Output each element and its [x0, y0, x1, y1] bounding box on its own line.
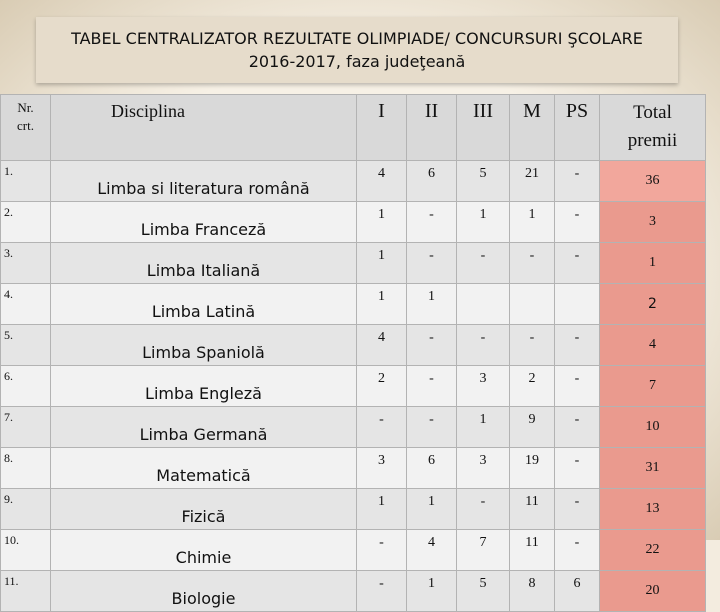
row-PS: - — [555, 448, 600, 489]
row-M: 1 — [510, 202, 555, 243]
row-II: - — [407, 366, 457, 407]
row-disciplina: Fizică — [51, 489, 357, 530]
table-row — [1, 202, 706, 243]
results-table — [0, 94, 706, 612]
row-III: 1 — [457, 202, 510, 243]
row-III: 3 — [457, 366, 510, 407]
row-II: - — [407, 325, 457, 366]
table-row — [1, 489, 706, 530]
row-disciplina: Limba Franceză — [51, 202, 357, 243]
row-total: 2 — [600, 284, 706, 325]
row-total: 36 — [600, 161, 706, 202]
row-I: - — [357, 571, 407, 612]
row-disciplina: Chimie — [51, 530, 357, 571]
row-III: 5 — [457, 161, 510, 202]
row-I: 1 — [357, 243, 407, 284]
header-M: M — [510, 95, 555, 161]
row-PS — [555, 284, 600, 325]
row-I: 4 — [357, 161, 407, 202]
header-I: I — [357, 95, 407, 161]
row-total: 4 — [600, 325, 706, 366]
row-M: 2 — [510, 366, 555, 407]
row-disciplina: Limba Italiană — [51, 243, 357, 284]
row-III: 3 — [457, 448, 510, 489]
row-PS: - — [555, 366, 600, 407]
row-nr: 1. — [1, 161, 51, 202]
table-row — [1, 530, 706, 571]
header-nr-line2: crt. — [17, 118, 34, 133]
row-I: 1 — [357, 489, 407, 530]
header-III: III — [457, 95, 510, 161]
row-II: - — [407, 243, 457, 284]
row-M: 11 — [510, 530, 555, 571]
row-PS: - — [555, 243, 600, 284]
row-nr: 6. — [1, 366, 51, 407]
row-M: 11 — [510, 489, 555, 530]
row-PS: - — [555, 202, 600, 243]
row-III: 5 — [457, 571, 510, 612]
row-disciplina: Limba Spaniolă — [51, 325, 357, 366]
header-row — [1, 95, 706, 161]
row-II: - — [407, 202, 457, 243]
header-PS: PS — [555, 95, 600, 161]
row-PS: - — [555, 325, 600, 366]
row-PS: 6 — [555, 571, 600, 612]
row-M: 9 — [510, 407, 555, 448]
row-nr: 8. — [1, 448, 51, 489]
header-total — [600, 95, 706, 161]
row-I: 1 — [357, 284, 407, 325]
row-II: 1 — [407, 571, 457, 612]
row-I: - — [357, 407, 407, 448]
row-nr: 7. — [1, 407, 51, 448]
row-III: - — [457, 489, 510, 530]
row-I: 2 — [357, 366, 407, 407]
row-M: 21 — [510, 161, 555, 202]
row-disciplina: Limba Latină — [51, 284, 357, 325]
row-I: 1 — [357, 202, 407, 243]
row-disciplina: Limba si literatura română — [51, 161, 357, 202]
row-PS: - — [555, 161, 600, 202]
row-III: 1 — [457, 407, 510, 448]
row-II: 1 — [407, 284, 457, 325]
row-total: 20 — [600, 571, 706, 612]
row-total: 31 — [600, 448, 706, 489]
table-row — [1, 284, 706, 325]
table-row — [1, 243, 706, 284]
row-II: 4 — [407, 530, 457, 571]
row-III: - — [457, 243, 510, 284]
row-III — [457, 284, 510, 325]
header-nr-line1: Nr. — [17, 100, 34, 115]
row-II: 6 — [407, 161, 457, 202]
row-disciplina: Matematică — [51, 448, 357, 489]
title-box — [36, 17, 678, 83]
row-PS: - — [555, 407, 600, 448]
title-line-1: TABEL CENTRALIZATOR REZULTATE OLIMPIADE/ CONCURSURI ŞCOLARE — [71, 29, 643, 48]
row-total: 7 — [600, 366, 706, 407]
table-row — [1, 366, 706, 407]
row-nr: 11. — [1, 571, 51, 612]
title-line-2: 2016-2017, faza judeţeană — [248, 52, 466, 71]
table-row — [1, 571, 706, 612]
row-total: 3 — [600, 202, 706, 243]
row-total: 1 — [600, 243, 706, 284]
header-total-line1: Total — [633, 102, 672, 123]
row-I: 4 — [357, 325, 407, 366]
table-row — [1, 448, 706, 489]
row-nr: 2. — [1, 202, 51, 243]
row-disciplina: Limba Germană — [51, 407, 357, 448]
row-M: - — [510, 325, 555, 366]
row-I: 3 — [357, 448, 407, 489]
header-disciplina: Disciplina — [51, 95, 357, 161]
row-total: 10 — [600, 407, 706, 448]
row-nr: 4. — [1, 284, 51, 325]
row-disciplina: Biologie — [51, 571, 357, 612]
row-total: 22 — [600, 530, 706, 571]
row-disciplina: Limba Engleză — [51, 366, 357, 407]
header-II: II — [407, 95, 457, 161]
table-row — [1, 325, 706, 366]
row-nr: 3. — [1, 243, 51, 284]
row-nr: 5. — [1, 325, 51, 366]
row-M: 19 — [510, 448, 555, 489]
row-PS: - — [555, 489, 600, 530]
row-M: - — [510, 243, 555, 284]
row-I: - — [357, 530, 407, 571]
row-II: - — [407, 407, 457, 448]
row-nr: 10. — [1, 530, 51, 571]
row-III: - — [457, 325, 510, 366]
row-M: 8 — [510, 571, 555, 612]
row-PS: - — [555, 530, 600, 571]
header-nr — [1, 95, 51, 161]
table-row — [1, 161, 706, 202]
row-nr: 9. — [1, 489, 51, 530]
header-total-line2: premii — [627, 130, 678, 151]
row-III: 7 — [457, 530, 510, 571]
row-M — [510, 284, 555, 325]
row-II: 6 — [407, 448, 457, 489]
row-total: 13 — [600, 489, 706, 530]
table-row — [1, 407, 706, 448]
row-II: 1 — [407, 489, 457, 530]
